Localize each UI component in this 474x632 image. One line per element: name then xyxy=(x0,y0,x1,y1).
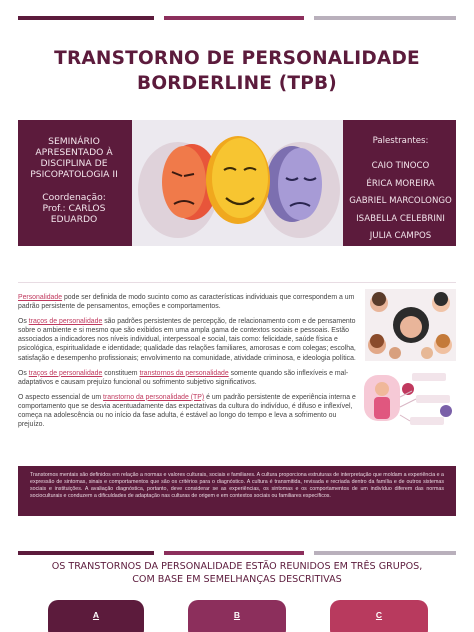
speakers-label: Palestrantes: xyxy=(372,136,429,146)
speaker-name: ÉRICA MOREIRA xyxy=(366,178,435,189)
title-line-1: TRANSTORNO DE PERSONALIDADE xyxy=(54,48,420,69)
speaker-name: CAIO TINOCO xyxy=(371,161,430,171)
speakers-list xyxy=(345,158,456,246)
paragraph-traits xyxy=(18,317,363,362)
page-title xyxy=(0,46,474,96)
paragraph-essential-aspect xyxy=(18,393,363,429)
speaker-name: JULIA CAMPOS xyxy=(369,231,432,241)
group-card-c[interactable] xyxy=(330,600,428,632)
speaker-name: ISABELLA CELEBRINI xyxy=(356,213,445,224)
link-personality-traits[interactable]: traços de personalidade xyxy=(28,369,103,377)
bottom-decor-bars xyxy=(18,551,456,555)
group-card-a[interactable] xyxy=(48,600,144,632)
seminar-line: DISCIPLINA DE xyxy=(40,158,108,169)
cultural-definition-box xyxy=(18,466,456,516)
presentation-banner xyxy=(18,120,456,246)
decor-bar-medium xyxy=(164,551,304,555)
paragraph-disorders xyxy=(18,369,363,387)
decor-bar-dark xyxy=(18,16,154,20)
title-line-2: BORDERLINE (TPB) xyxy=(137,73,337,94)
decor-bar-dark xyxy=(18,551,154,555)
group-card-b[interactable] xyxy=(188,600,286,632)
speakers-panel xyxy=(345,120,456,246)
seminar-line: SEMINÁRIO xyxy=(48,136,100,147)
content-section xyxy=(18,282,456,456)
paragraph-personality xyxy=(18,293,363,311)
paragraph-text: é um padrão persistente de experiência interna e comportamento que se desvia acentuadamente das expectativas da cultura do indivíduo, é difuso e inflexível, começa na adolescência ou no início da fase adulta, é estável ao longo do tempo e leva a sofrimento ou prejuízo. xyxy=(18,393,356,429)
decor-bar-light xyxy=(314,16,456,20)
paragraph-text: Os xyxy=(18,369,29,377)
group-letter: C xyxy=(375,610,383,620)
coordination-label: Coordenação: xyxy=(42,192,106,203)
groups-heading-line: OS TRANSTORNOS DA PERSONALIDADE ESTÃO REUNIDOS EM TRÊS GRUPOS, xyxy=(51,561,423,572)
group-letter: B xyxy=(233,610,241,620)
link-personality-disorder-tp[interactable]: transtorno da personalidade (TP) xyxy=(103,393,205,401)
masks-image xyxy=(132,120,343,246)
paragraph-text: são padrões persistentes de percepção, de relacionamento com e de pensamento sobre o ambiente e si mesmo que são exibidos em uma ampla gama de contextos sociais e pessoais. Estão associados a indicadores nos níveis individual, interpessoal e social, tais como: felicidade, saúde física e psicológica, espiritualidade e identidade; qualidade das relações familiares, amorosas e com colegas; escolha, satisfação e desempenho profissionais; envolvimento na comunidade, atividade criminosa, e ideologia política. xyxy=(18,318,356,362)
link-personality[interactable]: Personalidade xyxy=(18,294,63,301)
decor-bar-light xyxy=(314,551,456,555)
paragraph-text: constituem xyxy=(102,369,140,377)
seminar-info xyxy=(18,120,130,246)
faces-collage-image xyxy=(365,289,456,361)
definition-text: Transtornos mentais são definidos em relação a normas e valores culturais, sociais e familiares. A cultura proporciona estruturas de interpretação que moldam a experiência e a expressão de sintomas, sinais e comportamentos que são os critérios para o diagnóstico. A cultura é transmitida, revisada e recriada dentro da família e de outros sistemas sociais e instituições. A avaliação diagnóstica, portanto, deve considerar se as experiências, os sintomas e os comportamentos de um indivíduo diferem das normas socioculturais e conduzem a dificuldades de adaptação nas culturas de origem e em contextos sociais ou familiares específicos. xyxy=(30,472,444,500)
paragraph-text: O aspecto essencial de um xyxy=(18,393,104,401)
link-personality-disorders[interactable]: transtornos da personalidade xyxy=(139,369,229,377)
top-decor-bars xyxy=(18,16,456,20)
group-letter: A xyxy=(92,610,100,620)
seminar-line: APRESENTADO À xyxy=(35,147,113,158)
coordination-info xyxy=(18,192,130,225)
seminar-line: PSICOPATOLOGIA II xyxy=(30,169,118,180)
emotion-masks-illustration xyxy=(132,120,343,246)
decor-bar-medium xyxy=(164,16,304,20)
coordinator-name: EDUARDO xyxy=(50,214,98,225)
paragraph-text: Os xyxy=(18,318,29,326)
paragraph-text: somente quando são inflexíveis e mal-adaptativos e causam prejuízo funcional ou sofrimento subjetivo significativos. xyxy=(18,369,349,386)
groups-heading-line: COM BASE EM SEMELHANÇAS DESCRITIVAS xyxy=(132,574,342,585)
people-emotions-image xyxy=(360,367,456,433)
groups-heading xyxy=(0,560,474,586)
speaker-name: GABRIEL MARCOLONGO xyxy=(349,196,452,206)
coordinator-name: Prof.: CARLOS xyxy=(42,203,106,214)
body-text xyxy=(18,293,363,435)
paragraph-text: pode ser definida de modo sucinto como as características individuais que correspondem a um padrão persistente de pensamentos, emoções e comportamentos. xyxy=(18,294,355,311)
link-personality-traits[interactable]: traços de personalidade xyxy=(28,318,103,326)
